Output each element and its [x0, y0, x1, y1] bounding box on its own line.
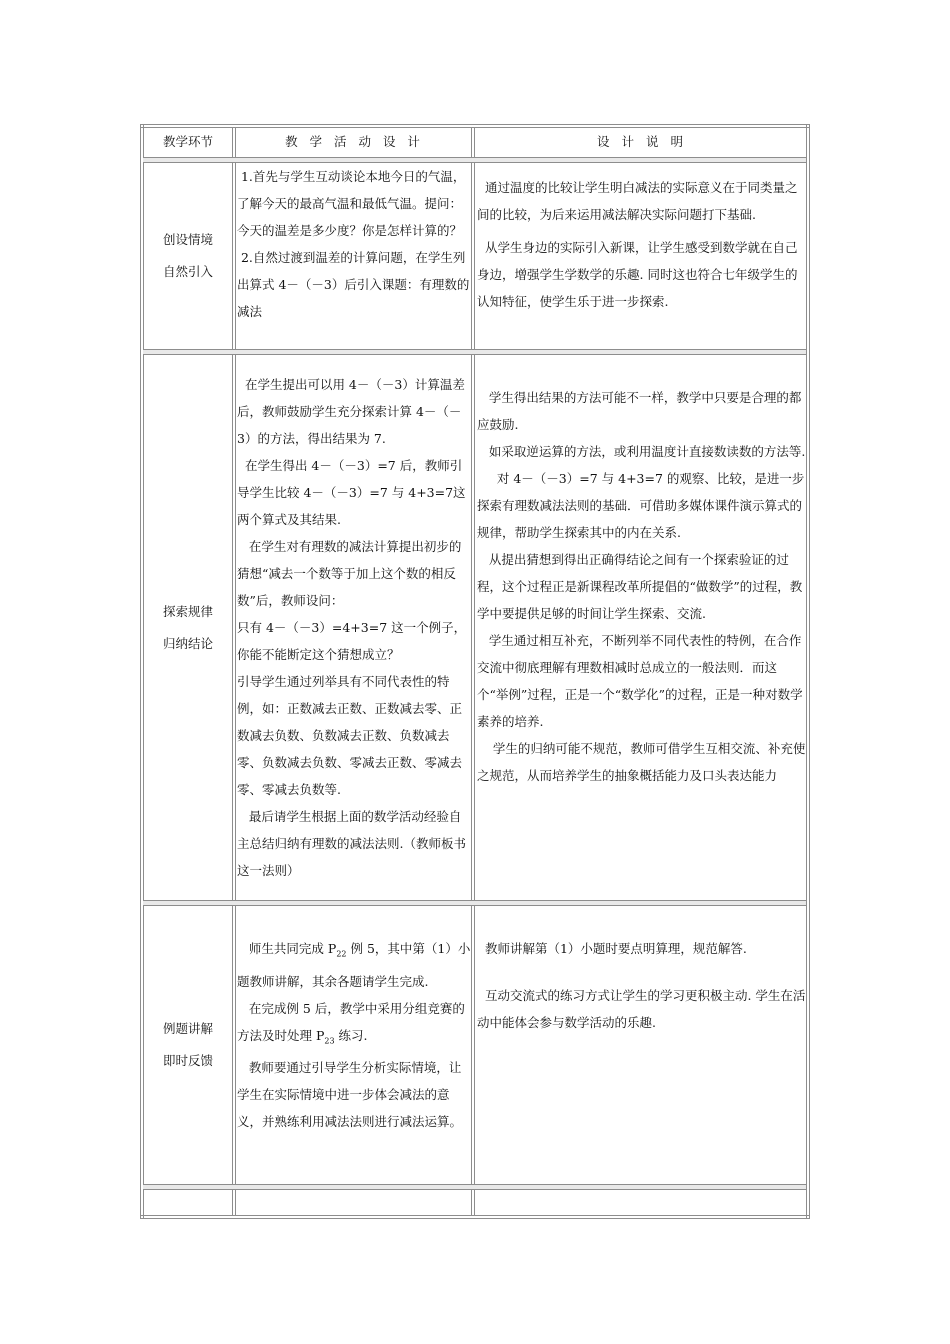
explanation-cell-1 [475, 174, 807, 349]
header-activity: 教 学 活 动 设 计 [285, 134, 424, 149]
explanation-paragraph: 从提出猜想到得出正确得结论之间有一个探索验证的过程，这个过程正是新课程改革所提倡的“做数学”的过程，教学中要提供足够的时间让学生探索、交流. [477, 552, 803, 621]
explanation-paragraph: 从学生身边的实际引入新课，让学生感受到数学就在自己身边，增强学生学数学的乐趣. 同时这也符合七年级学生的认知特征，使学生乐于进一步探索. [477, 240, 798, 309]
explanation-paragraph: 通过温度的比较让学生明白减法的实际意义在于同类量之间的比较，为后来运用减法解决实际问题打下基础. [477, 180, 798, 222]
stage-label-line: 探索规律 [162, 603, 213, 619]
stage-label-line: 创设情境 [162, 232, 213, 247]
activity-cell-1 [236, 163, 472, 349]
stage-cell-2 [143, 355, 233, 900]
explanation-paragraph: 学生的归纳可能不规范，教师可借学生互相交流、补充使之规范，从而培养学生的抽象概括能力及口头表达能力 [477, 741, 806, 783]
header-explanation: 设 计 说 明 [597, 134, 687, 149]
empty-activity-cell [236, 1190, 472, 1215]
activity-paragraph: 引导学生通过列举具有不同代表性的特例，如：正数减去正数、正数减去零、正数减去负数、负数减去正数、负数减去零、负数减去负数、零减去正数、零减去零、零减去负数等. [237, 674, 463, 797]
stage-label-line: 归纳结论 [162, 635, 213, 651]
explanation-paragraph: 教师讲解第（1）小题时要点明算理，规范解答. [477, 941, 747, 956]
stage-cell-1 [143, 163, 233, 349]
activity-paragraph: 只有 4－（－3）=4+3=7 这一个例子，你能不能断定这个猜想成立？ [237, 620, 467, 662]
empty-explanation-cell [475, 1190, 807, 1215]
activity-paragraph: 1.首先与学生互动谈论本地今日的气温，了解今天的最高气温和最低气温。提问：今天的温差是多少度？你是怎样计算的？ [237, 169, 466, 238]
explanation-paragraph: 学生得出结果的方法可能不一样，教学中只要是合理的都应鼓励. [477, 390, 802, 432]
stage-label-line: 即时反馈 [162, 1053, 213, 1068]
empty-stage-cell [143, 1190, 233, 1215]
explanation-cell-2 [475, 384, 807, 900]
explanation-paragraph: 如采取逆运算的方法，或利用温度计直接数读数的方法等. [477, 444, 806, 459]
stage-label-line: 例题讲解 [162, 1021, 213, 1036]
explanation-paragraph: 对 4－（－3）=7 与 4+3=7 的观察、比较，是进一步探索有理数减法法则的基础．可借助多媒体课件演示算式的规律，帮助学生探索其中的内在关系. [477, 471, 805, 540]
stage-cell-3 [143, 906, 233, 1184]
activity-paragraph: 在完成例 5 后，教学中采用分组竞赛的方法及时处理 $P_{23}$ 练习. [237, 1000, 465, 1045]
explanation-cell-3 [475, 935, 807, 1184]
activity-paragraph: 教师要通过引导学生分析实际情境，让学生在实际情境中进一步体会减法的意义，并熟练利用减法法则进行减法运算。 [237, 1060, 463, 1129]
explanation-paragraph: 学生通过相互补充，不断列举不同代表性的特例，在合作交流中彻底理解有理数相减时总成立的一般法则．而这个“举例”过程，正是一个“数学化”的过程，正是一种对数学素养的培养. [477, 633, 803, 729]
activity-paragraph: 在学生提出可以用 4－（－3）计算温差后，教师鼓励学生充分探索计算 4－（－3）的方法，得出结果为 7. [237, 377, 465, 446]
explanation-paragraph: 互动交流式的练习方式让学生的学习更积极主动. 学生在活动中能体会参与数学活动的乐趣. [477, 988, 806, 1030]
activity-paragraph: 最后请学生根据上面的数学活动经验自主总结归纳有理数的减法法则.（教师板书这一法则） [237, 809, 466, 878]
activity-cell-2 [236, 371, 472, 900]
header-stage: 教学环节 [162, 134, 213, 149]
activity-cell-3 [236, 935, 472, 1184]
activity-paragraph: 在学生得出 4－（－3）=7 后，教师引导学生比较 4－（－3）=7 与 4+3=7这两个算式及其结果. [237, 458, 466, 527]
stage-label-line: 自然引入 [162, 264, 213, 279]
activity-paragraph: 师生共同完成 $P_{22}$ 例 5，其中第（1）小题教师讲解，其余各题请学生完成. [237, 941, 471, 989]
activity-paragraph: 2.自然过渡到温差的计算问题，在学生列出算式 4－（－3）后引入课题：有理数的减法 [237, 250, 470, 319]
activity-paragraph: 在学生对有理数的减法计算提出初步的猜想“减去一个数等于加上这个数的相反数”后，教师设问： [237, 539, 462, 608]
